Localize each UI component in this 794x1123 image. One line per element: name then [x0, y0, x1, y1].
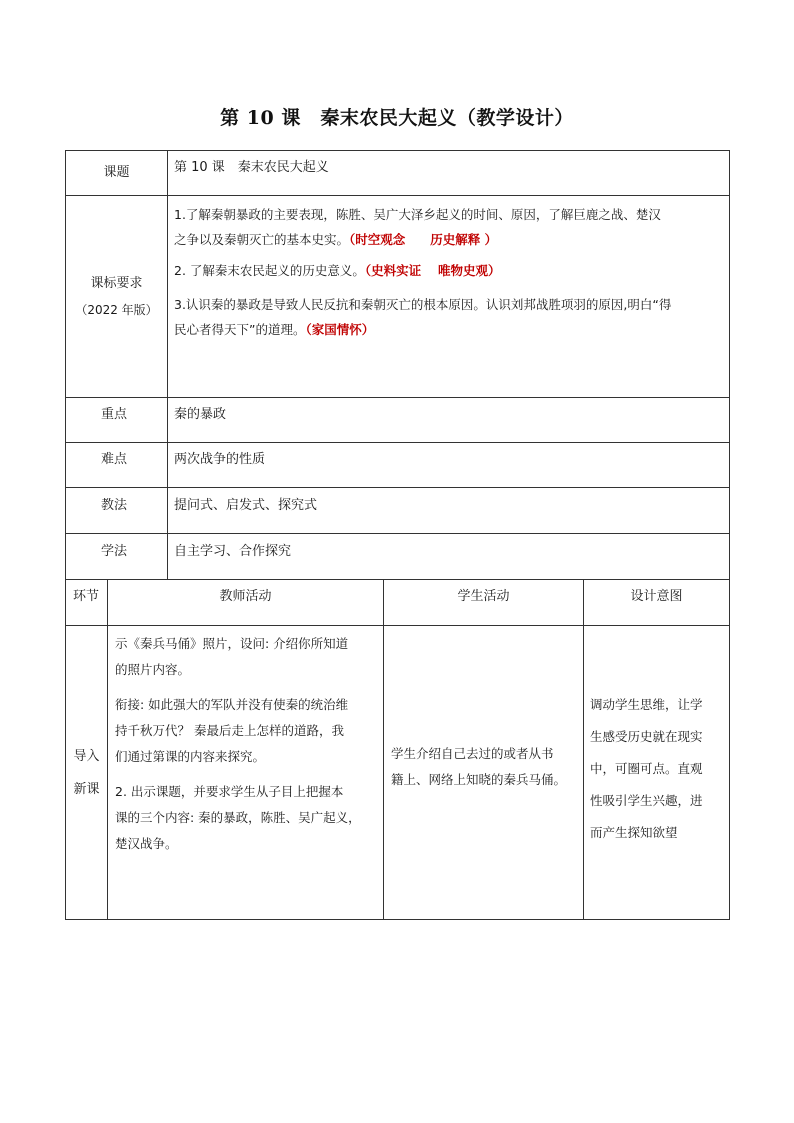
- learning-method-label-cell: [65, 533, 168, 580]
- key-point-label-cell: [65, 397, 168, 443]
- teacher-paragraph: 衔接: 如此强大的军队并没有使秦的统治维 持千秋万代？ 秦最后走上怎样的道路，我 们通过第课的内容来探究。: [115, 697, 349, 764]
- learning-method-value: 自主学习、合作探究: [174, 544, 292, 559]
- key-point-label: 重点: [101, 407, 128, 422]
- stage-label: 导入: [73, 748, 100, 764]
- stage-label: 新课: [73, 781, 100, 797]
- header-teacher: 教师活动: [219, 589, 272, 604]
- standards-label: 课标要求: [90, 275, 143, 291]
- competency-tag: （家国情怀）: [305, 322, 375, 337]
- teacher-activity-cell: [107, 625, 384, 920]
- header-stage: 环节: [73, 589, 100, 604]
- teaching-method-label-cell: [65, 487, 168, 534]
- standard-item-3: 3.认识秦的暴政是导致人民反抗和秦朝灭亡的根本原因。认识刘邦战胜项羽的原因,明白“得 民心者得天下”的道理。（家国情怀）: [174, 297, 672, 337]
- header-stage-cell: [65, 579, 108, 626]
- header-teacher-cell: [107, 579, 384, 626]
- design-intent-text: 性吸引学生兴趣，进: [590, 793, 703, 808]
- design-intent-cell: [583, 625, 730, 920]
- teaching-method-label: 教法: [101, 498, 128, 513]
- topic-label-cell: [65, 150, 168, 196]
- learning-method-label: 学法: [101, 544, 128, 559]
- topic-value-cell: [167, 150, 730, 196]
- key-point-value-cell: [167, 397, 730, 443]
- competency-tag: （史料实证 唯物史观）: [364, 263, 501, 278]
- design-intent-text: 生感受历史就在现实: [590, 729, 703, 744]
- stage-cell: [65, 625, 108, 920]
- teacher-paragraph: 示《秦兵马俑》照片，设问: 介绍你所知道 的照片内容。: [115, 636, 349, 677]
- header-student-cell: [383, 579, 584, 626]
- difficulty-value-cell: [167, 442, 730, 488]
- standard-item-2: 2. 了解秦末农民起义的历史意义。（史料实证 唯物史观）: [174, 263, 501, 278]
- difficulty-label-cell: [65, 442, 168, 488]
- teaching-method-value-cell: [167, 487, 730, 534]
- design-intent-text: 调动学生思维，让学: [590, 697, 703, 712]
- design-intent-text: 而产生探知欲望: [590, 825, 678, 840]
- teacher-paragraph: 2. 出示课题，并要求学生从子目上把握本 课的三个内容: 秦的暴政，陈胜、吴广起义， 楚汉战争。: [115, 784, 361, 851]
- learning-method-value-cell: [167, 533, 730, 580]
- topic-label: 课题: [103, 165, 130, 180]
- topic-value: 第 10 课 秦末农民大起义: [174, 160, 329, 175]
- header-intent: 设计意图: [630, 589, 683, 604]
- standards-value-cell: [167, 195, 730, 398]
- header-student: 学生活动: [457, 589, 510, 604]
- standards-label-cell: [65, 195, 168, 398]
- difficulty-label: 难点: [101, 452, 128, 467]
- page-title: 第 10 课 秦末农民大起义（教学设计）: [220, 107, 574, 129]
- standard-item-1: 1.了解秦朝暴政的主要表现，陈胜、吴广大泽乡起义的时间、原因，了解巨鹿之战、楚汉 之争以及秦朝灭亡的基本史实。（时空观念 历史解释 ）: [174, 207, 661, 247]
- header-intent-cell: [583, 579, 730, 626]
- student-activity-text: 籍上、网络上知晓的秦兵马俑。: [391, 772, 567, 787]
- teaching-method-value: 提问式、启发式、探究式: [174, 498, 318, 513]
- student-activity-cell: [383, 625, 584, 920]
- competency-tag: （时空观念 历史解释 ）: [349, 232, 498, 247]
- student-activity-text: 学生介绍自己去过的或者从书: [391, 746, 554, 761]
- standards-edition: （2022 年版）: [75, 302, 158, 317]
- key-point-value: 秦的暴政: [174, 407, 227, 422]
- difficulty-value: 两次战争的性质: [174, 452, 266, 467]
- design-intent-text: 中，可圈可点。直观: [590, 761, 703, 776]
